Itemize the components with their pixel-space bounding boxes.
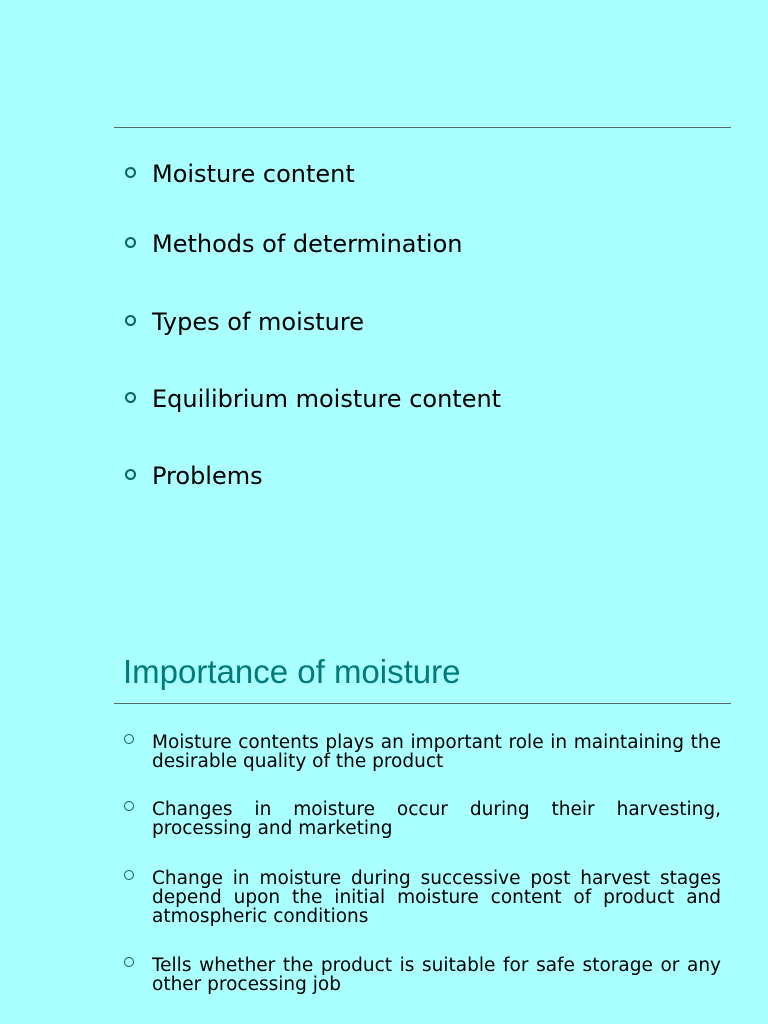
list-item-text: Methods of determination	[152, 230, 463, 258]
list-item	[123, 956, 721, 994]
title-divider	[114, 127, 731, 128]
hollow-circle-bullet-icon	[125, 315, 136, 326]
list-item-text: Change in moisture during successive post harvest stages depend upon the initial moisture content of product and atmospheric conditions	[152, 868, 721, 927]
hollow-circle-bullet-icon	[124, 734, 134, 744]
hollow-circle-bullet-icon	[125, 392, 136, 403]
list-item-text: Changes in moisture occur during their harvesting, processing and marketing	[152, 799, 721, 839]
list-item-text: Types of moisture	[152, 308, 364, 336]
list-item	[123, 800, 721, 838]
slide-title: Importance of moisture	[123, 653, 461, 690]
title-divider	[114, 703, 731, 704]
hollow-circle-bullet-icon	[125, 469, 136, 480]
hollow-circle-bullet-icon	[125, 167, 136, 178]
hollow-circle-bullet-icon	[124, 870, 134, 880]
list-item	[123, 733, 721, 771]
slide-importance-of-moisture	[0, 520, 768, 1024]
list-item-text: Problems	[152, 462, 263, 490]
hollow-circle-bullet-icon	[125, 237, 136, 248]
hollow-circle-bullet-icon	[124, 957, 134, 967]
hollow-circle-bullet-icon	[124, 801, 134, 811]
list-item-text: Tells whether the product is suitable for safe storage or any other processing job	[152, 955, 721, 995]
list-item-text: Equilibrium moisture content	[152, 385, 502, 413]
list-item	[123, 869, 721, 926]
list-item-text: Moisture content	[152, 160, 355, 188]
list-item-text: Moisture contents plays an important role in maintaining the desirable quality of the product	[152, 732, 721, 772]
